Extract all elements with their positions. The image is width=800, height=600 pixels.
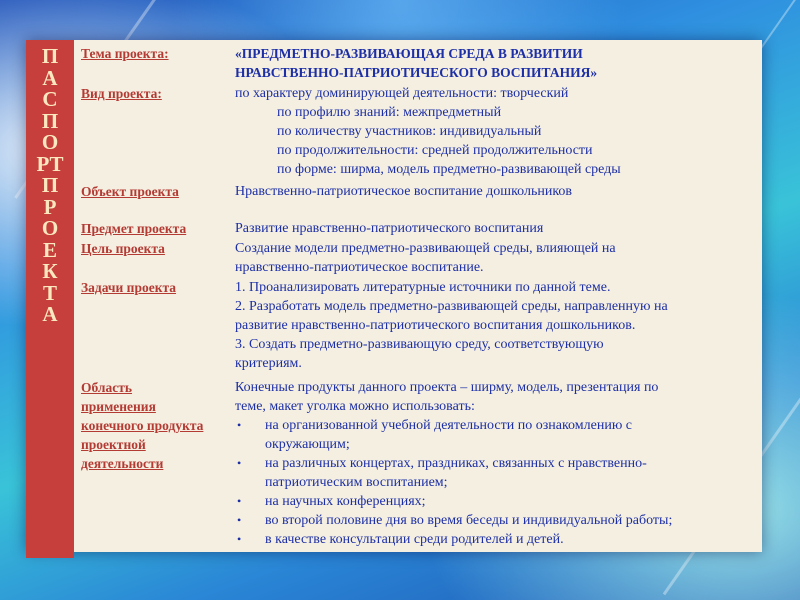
application-bullet — [235, 492, 755, 511]
sidebar-letter: Р — [43, 194, 57, 219]
application-intro-line: теме, макет уголка можно использовать: — [235, 399, 475, 414]
application-label-line: конечного продукта — [81, 418, 204, 433]
type-label: Вид проекта: — [81, 86, 162, 101]
type-value — [235, 84, 755, 179]
subject-label: Предмет проекта — [81, 221, 187, 236]
bullet-line: • во второй половине дня во время беседы и индивидуальной работы; — [265, 513, 673, 528]
type-line: по форме: ширма, модель предметно-развивающей среды — [277, 162, 621, 177]
type-line: по профилю знаний: межпредметный — [277, 105, 502, 120]
application-bullet — [235, 511, 755, 530]
type-line: по количеству участников: индивидуальный — [277, 124, 542, 139]
goal-label: Цель проекта — [81, 241, 165, 256]
sidebar-letter: А — [42, 65, 58, 90]
bullet-line: • на различных концертах, праздниках, связанных с нравственно- — [265, 456, 647, 471]
sidebar-letter: С — [42, 87, 58, 111]
object-label: Объект проекта — [81, 184, 179, 199]
bullet-line: • на организованной учебной деятельности по ознакомлению с — [265, 418, 632, 433]
sidebar-letter: Е — [42, 237, 57, 262]
passport-sidebar — [26, 40, 74, 558]
project-passport-card — [26, 40, 762, 552]
sidebar-letter: О — [41, 130, 59, 154]
sidebar-letter: П — [41, 108, 59, 133]
application-intro-line: Конечные продукты данного проекта – ширму, модель, презентация по — [235, 380, 659, 395]
topic-line: НРАВСТВЕННО-ПАТРИОТИЧЕСКОГО ВОСПИТАНИЯ» — [235, 65, 598, 80]
bullet-line: • на научных конференциях; — [265, 494, 426, 509]
sidebar-letter: О — [41, 216, 59, 240]
task-line: 2. Разработать модель предметно-развивающей среды, направленную на — [235, 299, 668, 314]
application-label — [81, 378, 231, 473]
object-value: Нравственно-патриотическое воспитание дошкольников — [235, 184, 573, 199]
type-line: по характеру доминирующей деятельности: творческий — [235, 86, 569, 101]
goal-line: нравственно-патриотическое воспитание. — [235, 260, 484, 275]
tasks-value — [235, 278, 755, 373]
task-line: критериям. — [235, 356, 302, 371]
sidebar-letter: А — [42, 302, 58, 326]
sidebar-letter: П — [41, 44, 59, 68]
bullet-line: окружающим; — [265, 437, 350, 452]
task-line: 3. Создать предметно-развивающую среду, соответствующую — [235, 337, 604, 352]
application-value — [235, 378, 755, 549]
application-label-line: деятельности — [81, 456, 164, 471]
task-line: развитие нравственно-патриотического воспитания дошкольников. — [235, 318, 636, 333]
type-line: по продолжительности: средней продолжительности — [277, 143, 593, 158]
topic-value — [235, 44, 755, 82]
application-label-line: применения — [81, 399, 156, 414]
subject-value: Развитие нравственно-патриотического воспитания — [235, 221, 544, 236]
bullet-line: • в качестве консультации среди родителей и детей. — [265, 532, 564, 547]
sidebar-letter: Т — [42, 280, 57, 305]
sidebar-letter: РТ — [36, 151, 64, 176]
bullet-line: патриотическим воспитанием; — [265, 475, 448, 490]
application-bullet — [235, 530, 755, 549]
application-bullet — [235, 416, 755, 454]
sidebar-letter: К — [42, 259, 58, 283]
topic-line: «ПРЕДМЕТНО-РАЗВИВАЮЩАЯ СРЕДА В РАЗВИТИИ — [235, 46, 583, 61]
tasks-label: Задачи проекта — [81, 280, 177, 295]
goal-value — [235, 239, 755, 277]
goal-line: Создание модели предметно-развивающей среды, влияющей на — [235, 241, 616, 256]
application-bullet — [235, 454, 755, 492]
task-line: 1. Проанализировать литературные источники по данной теме. — [235, 280, 611, 295]
application-label-line: проектной — [81, 437, 146, 452]
topic-label: Тема проекта: — [81, 46, 169, 61]
application-label-line: Область — [81, 380, 133, 395]
sidebar-letter: П — [41, 173, 59, 197]
